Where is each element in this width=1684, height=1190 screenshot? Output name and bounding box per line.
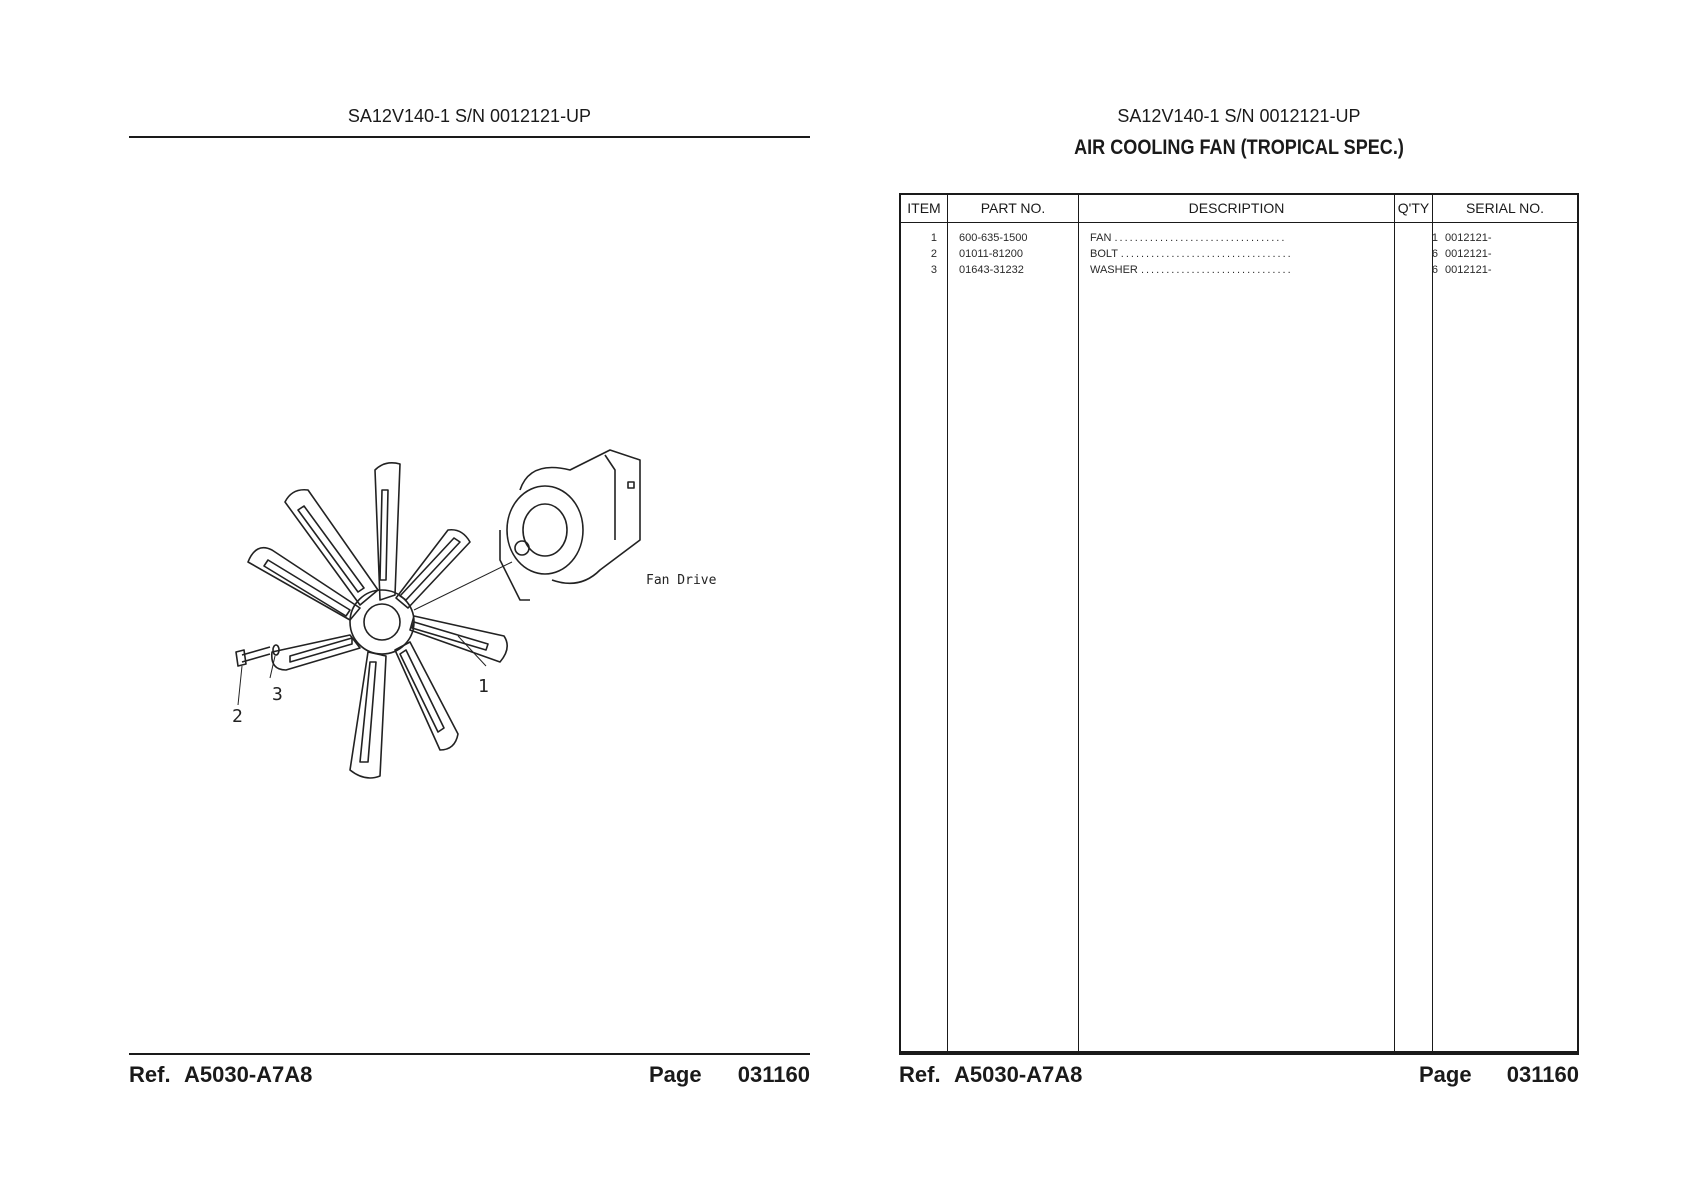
parts-table <box>899 193 1579 1053</box>
column-divider <box>1394 195 1395 1051</box>
table-body <box>901 230 1577 278</box>
right-footer-rule <box>899 1053 1579 1055</box>
column-header-description: DESCRIPTION <box>1188 200 1285 216</box>
description: WASHER .............................. <box>1090 264 1293 276</box>
page-number: 031160 <box>737 1062 810 1087</box>
right-page-header: SA12V140-1 S/N 0012121-UP <box>1117 106 1361 126</box>
serial-number: 0012121- <box>1445 248 1492 260</box>
fan-assembly-diagram <box>200 430 760 810</box>
quantity: 6 <box>1431 264 1438 276</box>
column-divider <box>1432 195 1433 1051</box>
item-number: 1 <box>930 232 937 244</box>
description: FAN .................................. <box>1090 232 1287 244</box>
table-row <box>901 230 1577 246</box>
table-header-row <box>901 195 1577 223</box>
quantity: 6 <box>1431 248 1438 260</box>
part-number: 01643-31232 <box>959 264 1024 276</box>
callout-2: 2 <box>232 706 243 727</box>
part-number: 01011-81200 <box>959 248 1024 260</box>
part-number: 600-635-1500 <box>959 232 1028 244</box>
left-header-rule <box>129 136 810 138</box>
page-number: 031160 <box>1506 1062 1579 1087</box>
ref-label: Ref. <box>899 1062 941 1087</box>
item-number: 3 <box>930 264 937 276</box>
callout-1: 1 <box>478 676 489 697</box>
column-header-item: ITEM <box>907 200 941 216</box>
table-row <box>901 262 1577 278</box>
left-page-header: SA12V140-1 S/N 0012121-UP <box>347 106 592 126</box>
serial-number: 0012121- <box>1445 232 1492 244</box>
page-title: AIR COOLING FAN (TROPICAL SPEC.) <box>1074 136 1404 159</box>
serial-number: 0012121- <box>1445 264 1492 276</box>
table-row <box>901 246 1577 262</box>
column-divider <box>947 195 948 1051</box>
page-label: Page <box>649 1062 702 1087</box>
ref-value: A5030-A7A8 <box>184 1062 313 1087</box>
left-footer-rule <box>129 1053 810 1055</box>
fan-drive-label: Fan Drive <box>646 573 717 588</box>
column-divider <box>1078 195 1079 1051</box>
ref-label: Ref. <box>129 1062 171 1087</box>
quantity: 1 <box>1431 232 1438 244</box>
column-header-serial-no: SERIAL NO. <box>1465 200 1545 216</box>
column-header-part-no: PART NO. <box>980 200 1046 216</box>
callout-3: 3 <box>272 684 283 705</box>
description: BOLT .................................. <box>1090 248 1293 260</box>
column-header-qty: Q'TY <box>1397 200 1430 216</box>
item-number: 2 <box>930 248 937 260</box>
ref-value: A5030-A7A8 <box>954 1062 1083 1087</box>
page-label: Page <box>1419 1062 1472 1087</box>
